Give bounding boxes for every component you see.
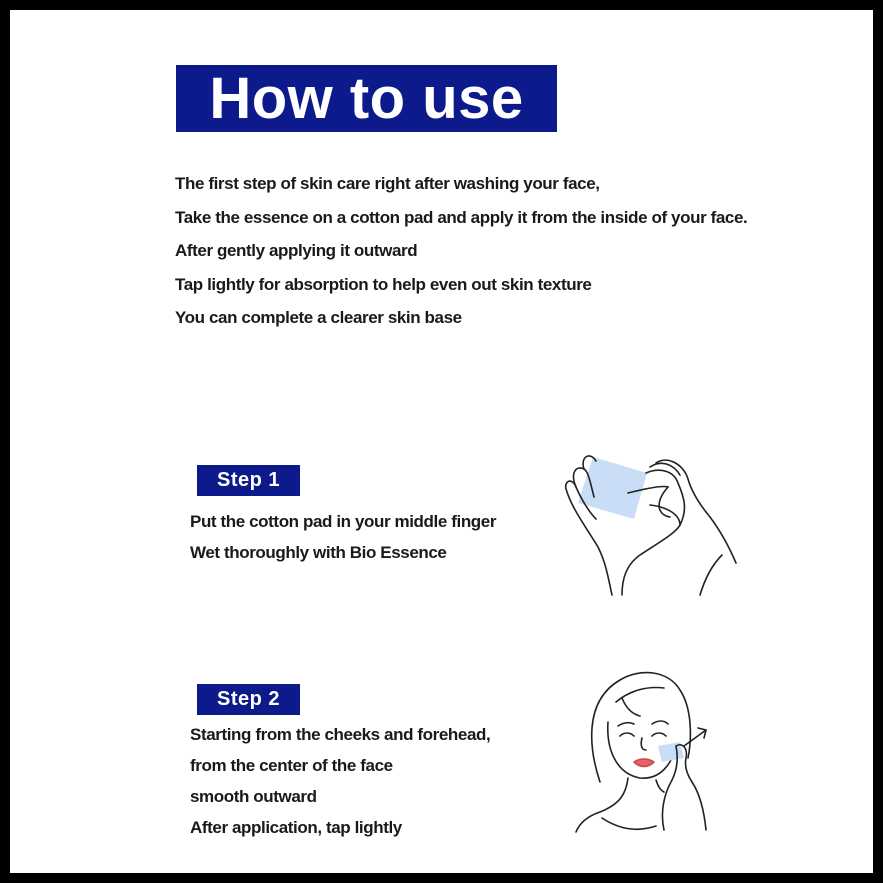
intro-line: You can complete a clearer skin base bbox=[175, 308, 462, 327]
step-1-line: Wet thoroughly with Bio Essence bbox=[190, 543, 447, 562]
intro-line: After gently applying it outward bbox=[175, 241, 418, 260]
hand-cotton-pad-illustration bbox=[550, 445, 740, 605]
step-2-line: from the center of the face bbox=[190, 756, 393, 775]
step-2-text bbox=[190, 723, 490, 847]
content-panel bbox=[10, 10, 873, 873]
arrow-icon bbox=[684, 730, 706, 746]
step-1-text bbox=[190, 510, 496, 572]
step-1-badge: Step 1 bbox=[197, 465, 300, 496]
step-1-line: Put the cotton pad in your middle finger bbox=[190, 512, 497, 531]
intro-line: Tap lightly for absorption to help even out skin texture bbox=[175, 274, 592, 294]
title-banner bbox=[176, 65, 557, 132]
lips-shape bbox=[634, 759, 654, 767]
page-title: How to use bbox=[209, 65, 524, 131]
intro-line: Take the essence on a cotton pad and apply it from the inside of your face. bbox=[175, 207, 748, 227]
intro-line: The first step of skin care right after washing your face, bbox=[175, 174, 600, 193]
step-2-line: Starting from the cheeks and forehead, bbox=[190, 725, 491, 744]
step-2-line: After application, tap lightly bbox=[190, 818, 402, 837]
step-2-line: smooth outward bbox=[190, 787, 317, 806]
face-application-illustration bbox=[560, 662, 730, 842]
intro-text bbox=[175, 170, 747, 338]
step-2-badge: Step 2 bbox=[197, 684, 300, 715]
